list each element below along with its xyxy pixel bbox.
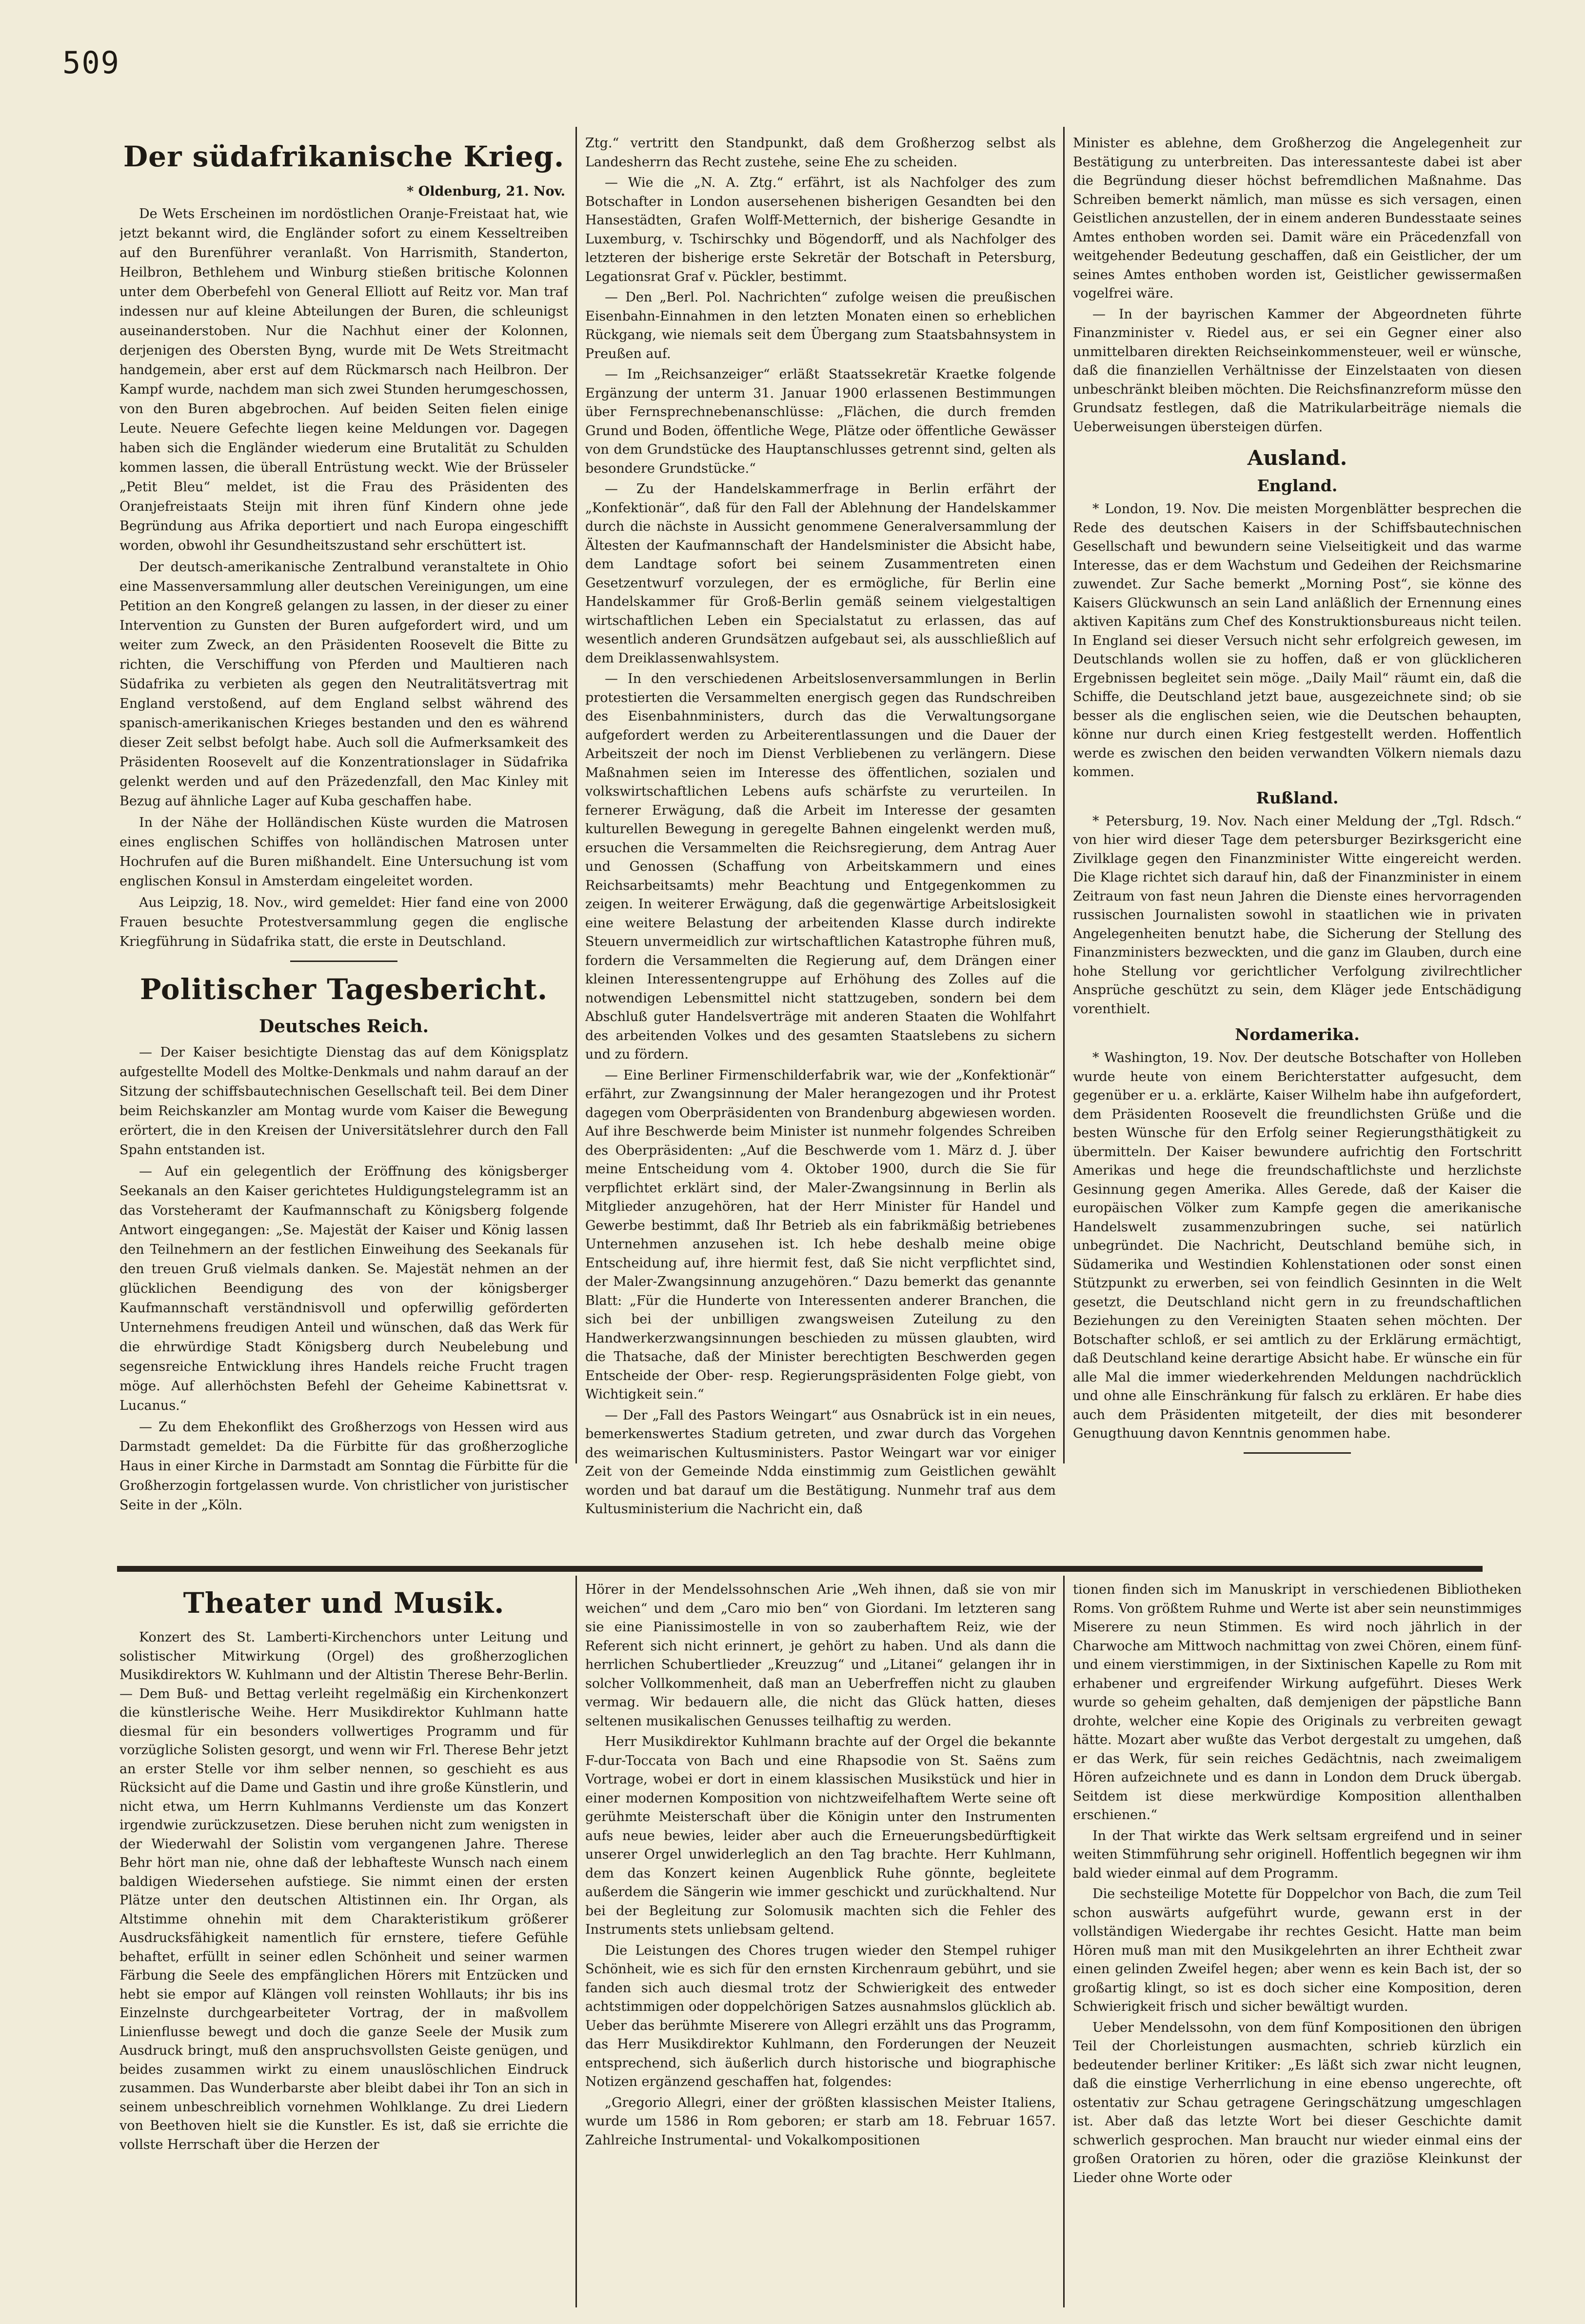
politics-paragraph: — Auf ein gelegentlich der Eröffnung des königsberger Seekanals an den Kaiser gerichtetes Huldigungstelegramm ist an das Vorsteheramt der Kaufmannschaft zu Königsberg folgende Antwort eingegangen: „Se. Majestät der Kaiser und König lassen den Teilnehmern an der festlichen Einweihung des Seekanals für den treuen Gruß vielmals danken. Se. Majestät nehmen an der glücklichen Beendigung des von der königsberger Kaufmannschaft verständnisvoll und opferwillig geförderten Unternehmens freudigen Anteil und wünschen, daß das Werk für die ehrwürdige Stadt Königsberg durch Neubelebung und segensreiche Entwicklung ihres Handels reiche Frucht tragen möge. Auf allerhöchsten Befehl der Geheime Kabinettsrat v. Lucanus.“: [119, 1164, 568, 1413]
war-headline: Der südafrikanische Krieg.: [123, 140, 565, 173]
war-paragraph: In der Nähe der Holländischen Küste wurden die Matrosen eines englischen Schiffes von holländischen Matrosen unter Hochrufen auf die Buren mißhandelt. Eine Untersuchung ist vom englischen Konsul in Amsterdam eingeleitet worden.: [119, 815, 568, 889]
column-2-upper: [585, 134, 1056, 1561]
ornament-divider: [1244, 1452, 1351, 1454]
col3-paragraph: * London, 19. Nov. Die meisten Morgenblätter besprechen die Rede des deutschen Kaisers in der Schiffsbautechnischen Gesellschaft und bewundern seine Vielseitigkeit und das warme Interesse, das er dem Wachstum und Gedeihen der Reichsmarine zuwendet. Zur Sache bemerkt „Morning Post“, sie könne des Kaisers Glückwunsch an sein Land anläßlich der Ernennung eines aktiven Kapitäns zum Chef des Konstruktionsbureaus nicht teilen. In England sei dieser Versuch nicht sehr erfolgreich gewesen, im Deutschlands wollen sie zu hoffen, daß er von glücklicheren Ergebnissen begleitet sein möge. „Daily Mail“ räumt ein, daß die Schiffe, die Deutschland jetzt baue, ausgezeichnete sind; ob sie besser als die englischen seien, wie die Deutschen behaupten, könne nur durch einen Krieg festgestellt werden. Hoffentlich werde es zwischen den beiden verwandten Völkern niemals dazu kommen.: [1073, 501, 1522, 780]
politics-paragraph: — Der Kaiser besichtigte Dienstag das auf dem Königsplatz aufgestellte Modell des Moltke-Denkmals und nahm darauf an der Sitzung der schiffsbautechnischen Gesellschaft teil. Bei dem Diner beim Reichskanzler am Montag wurde vom Kaiser die Bewegung erörtert, die in den Kreisen der Universitätslehrer durch den Fall Spahn entstanden ist.: [119, 1045, 568, 1158]
war-paragraph: De Wets Erscheinen im nordöstlichen Oranje-Freistaat hat, wie jetzt bekannt wird, die Engländer sofort zu einem Kesseltreiben auf den Burenführer veranlaßt. Von Harrismith, Standerton, Heilbron, Bethlehem und Winburg stießen britische Kolonnen unter dem Oberbefehl von General Elliott auf Reitz vor. Man traf indessen nur auf kleine Abteilungen der Buren, die schleunigst auseinanderstoben. Nur die Nachhut einer der Kolonnen, derjenigen des Obersten Byng, wurde mit De Wets Streitmacht handgemein, aber erst auf dem Rückmarsch nach Heilbron. Der Kampf wurde, nachdem man sich zwei Stunden herumgeschossen, von den Buren abgebrochen. Auf beiden Seiten fielen einige Leute. Neuere Gefechte liegen keine Meldungen vor. Dagegen haben sich die Engländer wiederum eine Brutalität zu Schulden kommen lassen, die überall Entrüstung weckt. Wie der Brüsseler „Petit Bleu“ meldet, ist die Frau des Präsidenten des Oranjefreistaats Steijn mit ihren fünf Kindern ohne jede Begründung aus Afrika deportiert und nach Europa eingeschifft worden, obwohl ihr Gesundheitszustand sehr erschüttert ist.: [119, 206, 568, 553]
theater-paragraph: Die sechsteilige Motette für Doppelchor von Bach, die zum Teil schon auswärts aufgeführt wurde, gewann erst in der vollständigen Wiedergabe ihr rechtes Gesicht. Hatte man beim Hören muß man mit den Musikgelehrten an ihrer Echtheit zwar einen gelinden Zweifel hegen; aber wenn es kein Bach ist, der so großartig klingt, so ist es doch sicher eine Komposition, deren Schwierigkeit frisch und sicher bewältigt wurden.: [1073, 1886, 1522, 2014]
russia-subhead: Rußland.: [1256, 788, 1339, 807]
politics-headline: Politischer Tagesbericht.: [139, 973, 548, 1006]
column-3-upper: [1073, 134, 1522, 1561]
col2-paragraph: — Wie die „N. A. Ztg.“ erfährt, ist als Nachfolger des zum Botschafter in London ausersehenen bisherigen Gesandten bei den Hansestädten, Grafen Wolff-Metternich, der bisherige Gesandte in Luxemburg, v. Tschirschky und Bögendorff, und als Nachfolger des letzteren der bisherige erste Sekretär der Botschaft in Petersburg, Legationsrat Graf v. Pückler, bestimmt.: [585, 175, 1056, 284]
theater-paragraph: Die Leistungen des Chores trugen wieder den Stempel ruhiger Schönheit, wie es sich für den ernsten Kirchenraum gebührt, und sie fanden sich auch diesmal trotz der Schwierigkeit des entweder achtstimmigen oder doppelchörigen Satzes ausnahmslos glücklich ab. Ueber das berühmte Miserere von Allegri erzählt uns das Programm, das Herr Musikdirektor Kuhlmann, den Forderungen der Neuzeit entsprechend, sich äußerlich durch historische und biographische Notizen ergänzend geschaffen hat, folgendes:: [585, 1943, 1056, 2089]
col3-paragraph: * Petersburg, 19. Nov. Nach einer Meldung der „Tgl. Rdsch.“ von hier wird dieser Tage dem petersburger Bezirksgericht eine Zivilklage gegen den Finanzminister Witte eingereicht werden. Die Klage richtet sich darauf hin, daß der Finanzminister in einem Zeitraum von fast neun Jahren die Dienste eines hervorragenden russischen Journalisten sowohl in staatlichen wie in privaten Angelegenheiten benutzt habe, die Sicherung der Stellung des Finanzministers bezweckten, und die ganz im Glauben, durch eine hohe Stellung vor gerichtlicher Verfolgung zivilrechtlicher Ansprüche geschützt zu sein, dem Kläger jede Entschädigung vorenthielt.: [1073, 813, 1522, 1017]
theater-paragraph: Ueber Mendelssohn, von dem fünf Kompositionen den übrigen Teil der Chorleistungen ausmachten, schrieb kürzlich ein bedeutender berliner Kritiker: „Es läßt sich zwar nicht leugnen, daß die einstige Verherrlichung in eine ebenso ungerechte, oft ostentativ zur Schau getragene Geringschätzung umgeschlagen ist. Aber daß das letzte Wort bei dieser Geschichte damit schwerlich gesprochen. Man braucht nur wieder einmal eins der großen Oratorien zu hören, oder die graziöse Kleinkunst der Lieder ohne Worte oder: [1073, 2020, 1522, 2185]
abroad-headline: Ausland.: [1247, 446, 1347, 470]
ornament-divider: [290, 961, 397, 962]
column-rule-upper-1: [575, 127, 577, 1463]
col3-paragraph: * Washington, 19. Nov. Der deutsche Botschafter von Holleben wurde heute von einem Berichterstatter aufgesucht, dem gegenüber er u. a. erklärte, Kaiser Wilhelm habe ihn aufgefordert, dem Präsidenten Roosevelt die freundlichsten Grüße und die besten Wünsche für den Erfolg seiner Regierungsthätigkeit zu übermitteln. Der Kaiser bewundere aufrichtig den Fortschritt Amerikas und hege die freundschaftlichste und herzlichste Gesinnung gegen Amerika. Alles Gerede, daß der Kaiser die europäischen Völker zum Kampfe gegen die amerikanische Handelswelt zusammenzubringen suche, sei natürlich unbegründet. Die Nachricht, Deutschland bemühe sich, in Südamerika und Westindien Kohlenstationen oder sonst einen Stützpunkt zu erwerben, sei von feindlich Gesinnten in die Welt gesetzt, die Deutschland nicht gern in zu freundschaftlichen Beziehungen zu den Vereinigten Staaten sehen möchten. Der Botschafter schloß, er sei amtlich zu der Erklärung ermächtigt, daß Deutschland keine derartige Absicht habe. Er wünsche ein für alle Mal die immer wiederkehrenden Meldungen nachdrücklich und ohne alle Einschränkung für falsch zu erklären. Er habe dies auch dem Präsidenten mitgeteilt, der dies mit besonderer Genugthuung davon Kenntnis genommen habe.: [1073, 1050, 1522, 1441]
col3-paragraph: — In der bayrischen Kammer der Abgeordneten führte Finanzminister v. Riedel aus, er sei ein Gegner einer also unmittelbaren direkten Reichseinkommensteuer, weil er wünsche, daß die finanziellen Verhältnisse der Einzelstaaten von diesen unbeschränkt bleiben möchten. Die Reichsfinanzreform müsse den Grundsatz festlegen, daß die Matrikularbeiträge niemals die Ueberweisungen übersteigen dürfen.: [1073, 306, 1522, 435]
theater-paragraph: In der That wirkte das Werk seltsam ergreifend und in seiner weiten Stimmführung sehr originell. Hoffentlich begegnen wir ihm bald wieder einmal auf dem Programm.: [1073, 1828, 1522, 1881]
america-subhead: Nordamerika.: [1235, 1025, 1360, 1044]
war-paragraph: Der deutsch-amerikanische Zentralbund veranstaltete in Ohio eine Massenversammlung aller deutschen Vereinigungen, um eine Petition an den Kongreß gelangen zu lassen, in der dieser zu einer Intervention zu Gunsten der Buren aufgefordert wird, und um weiter zum Zweck, an den Präsidenten Roosevelt die Bitte zu richten, die Verschiffung von Pferden und Maultieren nach Südafrika zu verbieten als gegen den Neutralitätsvertrag mit England verstoßend, auf dem England selbst während des spanisch-amerikanischen Krieges bestanden und den es während dieser Zeit selbst befolgt habe. Auch soll die Aufmerksamkeit des Präsidenten Roosevelt auf die Konzentrationslager in Südafrika gelenkt werden und auf den Präzedenzfall, den Mac Kinley mit Bezug auf ähnliche Lager auf Kuba geschaffen habe.: [119, 560, 568, 809]
col2-paragraph: — Eine Berliner Firmenschilderfabrik war, wie der „Konfektionär“ erfährt, zur Zwangsinnung der Maler herangezogen und ihr Protest dagegen vom Oberpräsidenten von Brandenburg abgewiesen worden. Auf ihre Beschwerde beim Minister ist nunmehr folgendes Schreiben des Oberpräsidenten: „Auf die Beschwerde vom 1. März d. J. über meine Entscheidung vom 4. Oktober 1900, durch die Sie für verpflichtet erklärt sind, der Maler-Zwangsinnung in Berlin als Mitglieder anzugehören, hat der Herr Minister für Handel und Gewerbe bestimmt, daß Ihr Betrieb als ein fabrikmäßig betriebenes Unternehmen anzusehen ist. Ich hebe deshalb meine obige Entscheidung auf, ihre hiermit fest, daß Sie nicht verpflichtet sind, der Maler-Zwangsinnung anzugehören.“ Dazu bemerkt das genannte Blatt: „Für die Hunderte von Interessenten anderer Branchen, die sich bei der unbilligen zwangsweisen Zuteilung zu den Handwerkerzwangsinnungen beschieden zu müssen glaubten, wird die Thatsache, daß der Minister berechtigten Beschwerden gegen Entscheide der Ober- resp. Regierungspräsidenten Folge giebt, von Wichtigkeit sein.“: [585, 1067, 1056, 1402]
column-1-upper: [119, 134, 568, 1561]
col2-paragraph: — Im „Reichsanzeiger“ erläßt Staatssekretär Kraetke folgende Ergänzung der unterm 31. Januar 1900 erlassenen Bestimmungen über Fernsprechnebenanschlüsse: „Flächen, die durch fremden Grund und Boden, öffentliche Wege, Plätze oder öffentliche Gewässer von dem Grundstücke des Hauptanschlusses getrennt sind, gelten als besondere Grundstücke.“: [585, 367, 1056, 476]
war-dateline: * Oldenburg, 21. Nov.: [407, 184, 565, 199]
column-rule-upper-2: [1063, 127, 1065, 1463]
col3-paragraph: Minister es ablehne, dem Großherzog die Angelegenheit zur Bestätigung zu unterbreiten. Das interessanteste dabei ist aber die Begründung dieser höchst befremdlichen Maßnahme. Das Schreiben bemerkt nämlich, man müsse es sich versagen, einen Geistlichen anzustellen, der in einem anderen Bundesstaate seines Amtes enthoben worden sei. Damit wäre ein Präcedenzfall von weitgehender Bedeutung geschaffen, daß ein Geistlicher, der um seines Amtes enthoben worden ist, Geistlicher gewissermaßen vogelfrei wäre.: [1073, 136, 1522, 301]
page-number: 509: [62, 45, 120, 80]
theater-paragraph: Herr Musikdirektor Kuhlmann brachte auf der Orgel die bekannte F-dur-Toccata von Bach und eine Rhapsodie von St. Saëns zum Vortrage, wobei er dort in einem klassischen Musikstück und hier in einer modernen Komposition von nichtzweifelhaftem Werte seine oft gerühmte Meisterschaft über die Königin unter den Instrumenten aufs neue bewies, leider aber auch die Erneuerungsbedürftigkeit unserer Orgel unwiderleglich an den Tag brachte. Herr Kuhlmann, dem das Konzert keinen Augenblick Ruhe gönnte, begleitete außerdem die Sängerin wie immer geschickt und zurückhaltend. Nur bei der Begleitung zur Solomusik machten sich die Fehler des Instruments stets unliebsam geltend.: [585, 1734, 1056, 1937]
england-subhead: England.: [1257, 476, 1338, 495]
column-rule-lower-1: [575, 1576, 577, 2307]
col2-paragraph: Ztg.“ vertritt den Standpunkt, daß dem Großherzog selbst als Landesherrn das Recht zustehe, seine Ehe zu scheiden.: [585, 136, 1056, 170]
col2-paragraph: — Den „Berl. Pol. Nachrichten“ zufolge weisen die preußischen Eisenbahn-Einnahmen in den letzten Monaten einen so erheblichen Rückgang, wie niemals seit dem Übergang zum Staatsbahnsystem in Preußen auf.: [585, 290, 1056, 361]
theater-paragraph: „Gregorio Allegri, einer der größten klassischen Meister Italiens, wurde um 1586 in Rom geboren; er starb am 18. Februar 1657. Zahlreiche Instrumental- und Vokalkompositionen: [585, 2095, 1056, 2148]
col2-paragraph: — Der „Fall des Pastors Weingart“ aus Osnabrück ist in ein neues, bemerkenswertes Stadium getreten, und zwar durch das Vorgehen des weimarischen Kultusministers. Pastor Weingart war vor einiger Zeit von der Gemeinde Ndda einstimmig zum Geistlichen gewählt worden und bat darauf um die Bestätigung. Nunmehr traf aus dem Kultusministerium die Nachricht ein, daß: [585, 1407, 1056, 1517]
section-separator: [117, 1566, 1483, 1572]
war-paragraph: Aus Leipzig, 18. Nov., wird gemeldet: Hier fand eine von 2000 Frauen besuchte Protestversammlung gegen die englische Kriegführung in Südafrika statt, die erste in Deutschland.: [119, 895, 568, 949]
col2-paragraph: — Zu der Handelskammerfrage in Berlin erfährt der „Konfektionär“, daß für den Fall der Ablehnung der Handelskammer durch die nächste in Aussicht genommene Generalversammlung der Ältesten der Kaufmannschaft der Handelsminister die Absicht habe, dem Landtage sofort bei seinem Zusammentreten einen Gesetzentwurf vorzulegen, der es ermögliche, für Berlin eine Handelskammer für Groß-Berlin gemäß seinem vielgestaltigen wirtschaftlichen Leben ein Specialstatut zu erlassen, das auf wesentlich anderen Grundsätzen aufgebaut sei, als ausschließlich auf dem Dreiklassenwahlsystem.: [585, 481, 1056, 666]
politics-subhead: Deutsches Reich.: [258, 1016, 429, 1037]
theater-headline: Theater und Musik.: [183, 1586, 505, 1620]
column-3-lower: [1073, 1581, 1522, 2303]
col2-paragraph: — In den verschiedenen Arbeitslosenversammlungen in Berlin protestierten die Versammelten energisch gegen das Rundschreiben des Eisenbahnministers, durch das die Verwaltungsorgane aufgefordert werden zu Arbeiterentlassungen und die Dauer der Arbeitszeit der noch im Dienst Verbliebenen zu verlängern. Diese Maßnahmen seien im Interesse des öffentlichen, sozialen und volkswirtschaftlichen Lebens aufs schärfste zu verurteilen. In fernerer Erwägung, daß die Arbeit im Interesse der gesamten kulturellen Bewegung in geregelte Bahnen eingelenkt werden muß, ersuchen die Versammelten die Reichsregierung, dem Antrag Auer und Genossen (Schaffung von Arbeitskammern und eines Reichsarbeitsamts) mehr Beachtung und Entgegenkommen zu zeigen. In weiterer Erwägung, daß die gegenwärtige Arbeitslosigkeit eine weitere Belastung der arbeitenden Klasse durch indirekte Steuern unvermeidlich zur wirtschaftlichen Katastrophe führen muß, fordern die Versammelten die Regierung auf, dem Drängen einer kleinen Interessentengruppe auf Erhöhung des Zolles auf die notwendigen Lebensmittel nicht stattzugeben, sondern bei dem Abschluß guter Handelsverträge mit anderen Staaten die Wohlfahrt des arbeitenden Volkes und des gesamten Staatslebens zu sichern und zu fördern.: [585, 671, 1056, 1062]
column-1-lower: [119, 1581, 568, 2303]
politics-paragraph: — Zu dem Ehekonflikt des Großherzogs von Hessen wird aus Darmstadt gemeldet: Da die Fürbitte für das großherzogliche Haus in einer Kirche in Darmstadt am Sonntag die Fürbitte für die Großherzogin fortgelassen wurde. Von christlicher von juristischer Seite in der „Köln.: [119, 1420, 568, 1513]
column-rule-lower-2: [1063, 1576, 1065, 2307]
theater-paragraph: Konzert des St. Lamberti-Kirchenchors unter Leitung und solistischer Mitwirkung (Orgel) des großherzoglichen Musikdirektors W. Kuhlmann und der Altistin Therese Behr-Berlin. — Dem Buß- und Bettag verleiht regelmäßig ein Kirchenkonzert die künstlerische Weihe. Herr Musikdirektor Kuhlmann hatte diesmal für ein besonders vollwertiges Programm und für vorzügliche Solisten gesorgt, und wenn wir Frl. Therese Behr jetzt an erster Stelle vor ihm selber nennen, so geschieht es aus Rücksicht auf die Dame und Gastin und ihre große Künstlerin, und nicht etwa, um Herrn Kuhlmanns Verdienste um das Konzert irgendwie zurückzusetzen. Diese beruhen nicht zum wenigsten in der Wiederwahl der Solistin vom vergangenen Jahre. Therese Behr hört man nie, ohne daß der lebhafteste Wunsch nach einem baldigen Wiedersehen aufstiege. Sie nimmt einen der ersten Plätze unter den deutschen Altistinnen ein. Ihr Organ, als Altstimme ohnehin mit dem Charakteristikum größerer Ausdrucksfähigkeit namentlich für ernstere, tiefere Gefühle behaftet, erfüllt in seiner edlen Schönheit und seiner warmen Färbung die Seele des empfänglichen Hörers mit Entzücken und hebt sie empor auf Klängen voll reinsten Wohllauts; ihr bis ins Einzelnste durchgearbeiteter Vortrag, der in maßvollem Linienflusse bewegt und doch die ganze Seele der Musik zum Ausdruck bringt, muß den anspruchsvollsten Geiste genügen, und beides zusammen wirkt zu einem unauslöschlichen Eindruck zusammen. Das Wunderbarste aber bleibt dabei ihr Ton an sich in seinem unbeschreiblich vornehmen Wohlklange. Zu drei Liedern von Beethoven hielt sie die Kunstler. Es ist, daß sie errichte die vollste Herrschaft über die Herzen der: [119, 1630, 568, 2152]
theater-paragraph: Hörer in der Mendelssohnschen Arie „Weh ihnen, daß sie von mir weichen“ und dem „Caro mio ben“ von Giordani. Im letzteren sang sie eine Pianissimostelle in von so zauberhaftem Reiz, wie der Referent sich nicht erinnert, je gehört zu haben. Und als dann die herrlichen Schubertlieder „Kreuzzug“ und „Litanei“ gelangen ihr in solcher Vollkommenheit, daß man an Ueberfreffen nicht zu glauben vermag. Wir bedauern alle, die nicht das Glück hatten, dieses seltenen musikalischen Genusses teilhaftig zu werden.: [585, 1582, 1056, 1729]
column-2-lower: [585, 1581, 1056, 2303]
theater-paragraph: tionen finden sich im Manuskript in verschiedenen Bibliotheken Roms. Von größtem Ruhme und Werte ist aber sein neunstimmiges Miserere zu neun Stimmen. Es wird noch jährlich in der Charwoche am Mittwoch nachmittag von zwei Chören, einem fünf- und einem vierstimmigen, in der Sixtinischen Kapelle zu Rom mit erhabener und ergreifender Wirkung aufgeführt. Dieses Werk wurde so geheim gehalten, daß demjenigen der päpstliche Bann drohte, welcher eine Kopie des Originals zu verbreiten gewagt hätte. Mozart aber wußte das Verbot dergestalt zu umgehen, daß er das Werk, für sein reiches Gedächtnis, nach zweimaligem Hören aufzeichnete und es dann in London dem Druck übergab. Seitdem ist diese merkwürdige Komposition allenthalben erschienen.“: [1073, 1582, 1522, 1823]
